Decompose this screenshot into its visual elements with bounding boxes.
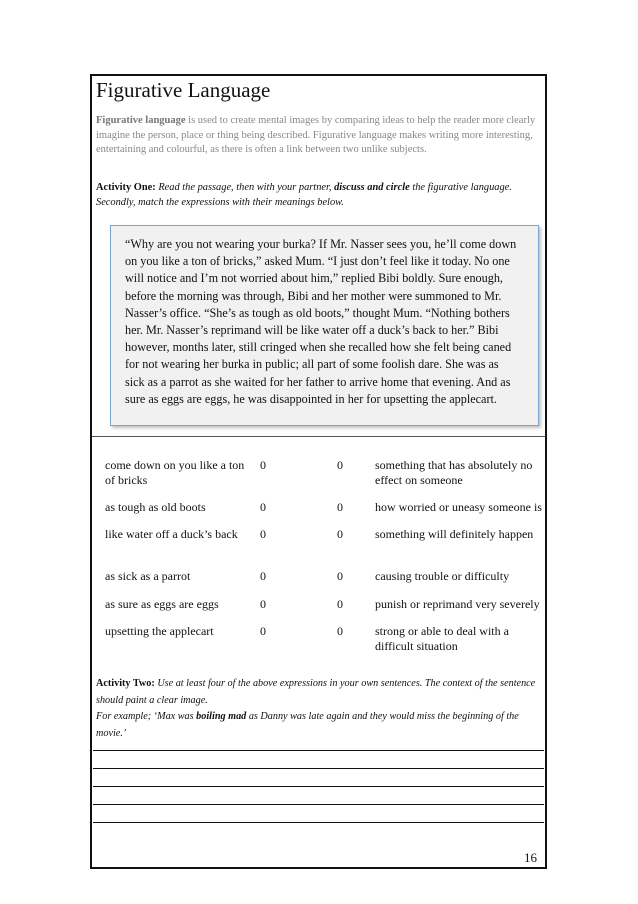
left-match-dot[interactable]: 0 bbox=[260, 569, 266, 583]
right-match-dot[interactable]: 0 bbox=[337, 624, 343, 638]
right-match-dot[interactable]: 0 bbox=[337, 500, 343, 514]
writing-line[interactable] bbox=[93, 768, 544, 769]
intro-text: is used to create mental images by comparing ideas to help the reader more clearly imagine the person, place or thing being described. Figurative language makes writing more interesting, entertaining and colourful, as there is often a link between two unlike subjects. bbox=[96, 115, 536, 155]
passage-text: “Why are you not wearing your burka? If Mr. Nasser sees you, he’ll come down on you like a ton of bricks,” asked Mum. “I just don’t feel like it today. No one will notice and I’m not worried about him,” replied Bibi boldly. Sure enough, before the morning was through, Bibi and her mother were summoned to Mr. Nasser’s office. “She’s as tough as old boots,” thought Mum. “Nothing bothers her. Mr. Nasser’s reprimand will be like water off a duck’s back to her.” Bibi however, months later, still cringed when she recalled how she felt being caned for not wearing her burka in public; all part of some foolish dare. She was as sick as a parrot as she waited for her father to arrive home that evening. And as sure as eggs are eggs, he was disappointed in her for upsetting the applecart. bbox=[125, 237, 517, 406]
meaning-text: punish or reprimand very severely bbox=[375, 597, 540, 611]
left-match-dot[interactable]: 0 bbox=[260, 500, 266, 514]
right-match-dot[interactable]: 0 bbox=[337, 597, 343, 611]
activity-one-text-b: the figurative language. Secondly, match the expressions with their meanings below. bbox=[96, 182, 512, 208]
intro-paragraph bbox=[96, 114, 536, 158]
matching-row bbox=[105, 597, 545, 627]
example-text-b: as Danny was late again and they would miss the beginning of the movie.’ bbox=[96, 711, 519, 739]
right-match-dot[interactable]: 0 bbox=[337, 458, 343, 472]
page-number: 16 bbox=[524, 850, 537, 865]
activity-two-label: Activity Two: bbox=[96, 678, 155, 689]
matching-row bbox=[105, 458, 545, 488]
matching-row bbox=[105, 624, 545, 654]
section-divider bbox=[92, 436, 545, 437]
expression-text: upsetting the applecart bbox=[105, 624, 214, 638]
expression-text: come down on you like a ton of bricks bbox=[105, 458, 245, 487]
activity-one-label: Activity One: bbox=[96, 182, 156, 193]
left-match-dot[interactable]: 0 bbox=[260, 597, 266, 611]
right-match-dot[interactable]: 0 bbox=[337, 527, 343, 541]
left-match-dot[interactable]: 0 bbox=[260, 527, 266, 541]
writing-line[interactable] bbox=[93, 786, 544, 787]
expression-text: as tough as old boots bbox=[105, 500, 206, 514]
meaning-text: something will definitely happen bbox=[375, 527, 534, 541]
left-match-dot[interactable]: 0 bbox=[260, 624, 266, 638]
activity-one-emphasis: discuss and circle bbox=[334, 182, 410, 193]
meaning-text: strong or able to deal with a difficult situation bbox=[375, 624, 509, 653]
activity-one-instructions bbox=[96, 180, 540, 210]
meaning-text: something that has absolutely no effect on someone bbox=[375, 458, 533, 487]
intro-term: Figurative language bbox=[96, 115, 186, 126]
example-text-a: For example; ‘Max was bbox=[96, 711, 197, 722]
expression-text: as sure as eggs are eggs bbox=[105, 597, 219, 611]
matching-row bbox=[105, 569, 545, 599]
page-title: Figurative Language bbox=[96, 78, 271, 102]
passage-box bbox=[110, 225, 539, 426]
activity-two-text: Use at least four of the above expressions in your own sentences. The context of the sentence should paint a clear image. bbox=[96, 678, 536, 706]
example-emphasis: boiling mad bbox=[196, 711, 247, 722]
activity-one-text-a: Read the passage, then with your partner, bbox=[155, 182, 335, 193]
expression-text: like water off a duck’s back bbox=[105, 527, 238, 541]
meaning-text: how worried or uneasy someone is bbox=[375, 500, 542, 514]
matching-row bbox=[105, 500, 545, 530]
writing-line[interactable] bbox=[93, 804, 544, 805]
left-match-dot[interactable]: 0 bbox=[260, 458, 266, 472]
writing-line[interactable] bbox=[93, 750, 544, 751]
matching-row bbox=[105, 527, 545, 557]
writing-line[interactable] bbox=[93, 822, 544, 823]
right-match-dot[interactable]: 0 bbox=[337, 569, 343, 583]
expression-text: as sick as a parrot bbox=[105, 569, 191, 583]
activity-two-instructions bbox=[96, 676, 544, 742]
meaning-text: causing trouble or difficulty bbox=[375, 569, 510, 583]
